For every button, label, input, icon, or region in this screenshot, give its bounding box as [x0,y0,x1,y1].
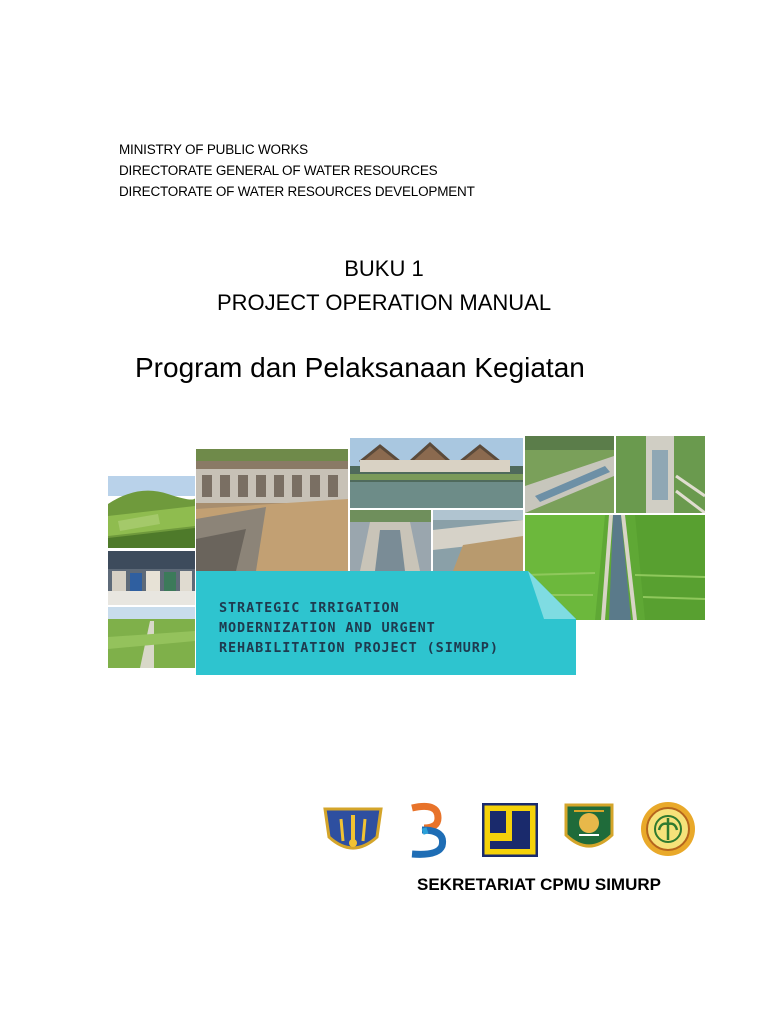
photo-hillside-terraces [108,476,195,548]
photo-weir-structure [433,510,523,571]
manual-title: PROJECT OPERATION MANUAL [216,290,552,315]
photo-spillway [616,436,705,513]
agriculture-ministry-emblem [639,800,697,858]
photo-dam-gates [196,449,348,571]
ministry-header [119,139,475,202]
photo-field-path [108,607,195,668]
finance-ministry-emblem [321,803,385,857]
directorate-general-line: DIRECTORATE GENERAL OF WATER RESOURCES [119,163,438,178]
bappenas-logo [408,802,448,858]
ministry-line: MINISTRY OF PUBLIC WORKS [119,142,308,157]
public-works-logo [482,803,538,857]
home-affairs-emblem [564,801,614,857]
program-title: Program dan Pelaksanaan Kegiatan [135,352,585,383]
secretariat-label: SEKRETARIAT CPMU SIMURP [417,875,661,894]
directorate-line: DIRECTORATE OF WATER RESOURCES DEVELOPMENT [119,184,475,199]
project-name [219,598,499,658]
photo-gate-building [350,438,523,508]
photo-farmers-gathering [108,551,195,605]
project-name-line: STRATEGIC IRRIGATION [219,600,400,616]
photo-canal-aerial [525,436,614,513]
project-name-line: MODERNIZATION AND URGENT [219,620,436,636]
photo-canal-gate [350,510,431,571]
book-number: BUKU 1 [344,256,424,281]
project-name-line: REHABILITATION PROJECT (SIMURP) [219,640,499,656]
